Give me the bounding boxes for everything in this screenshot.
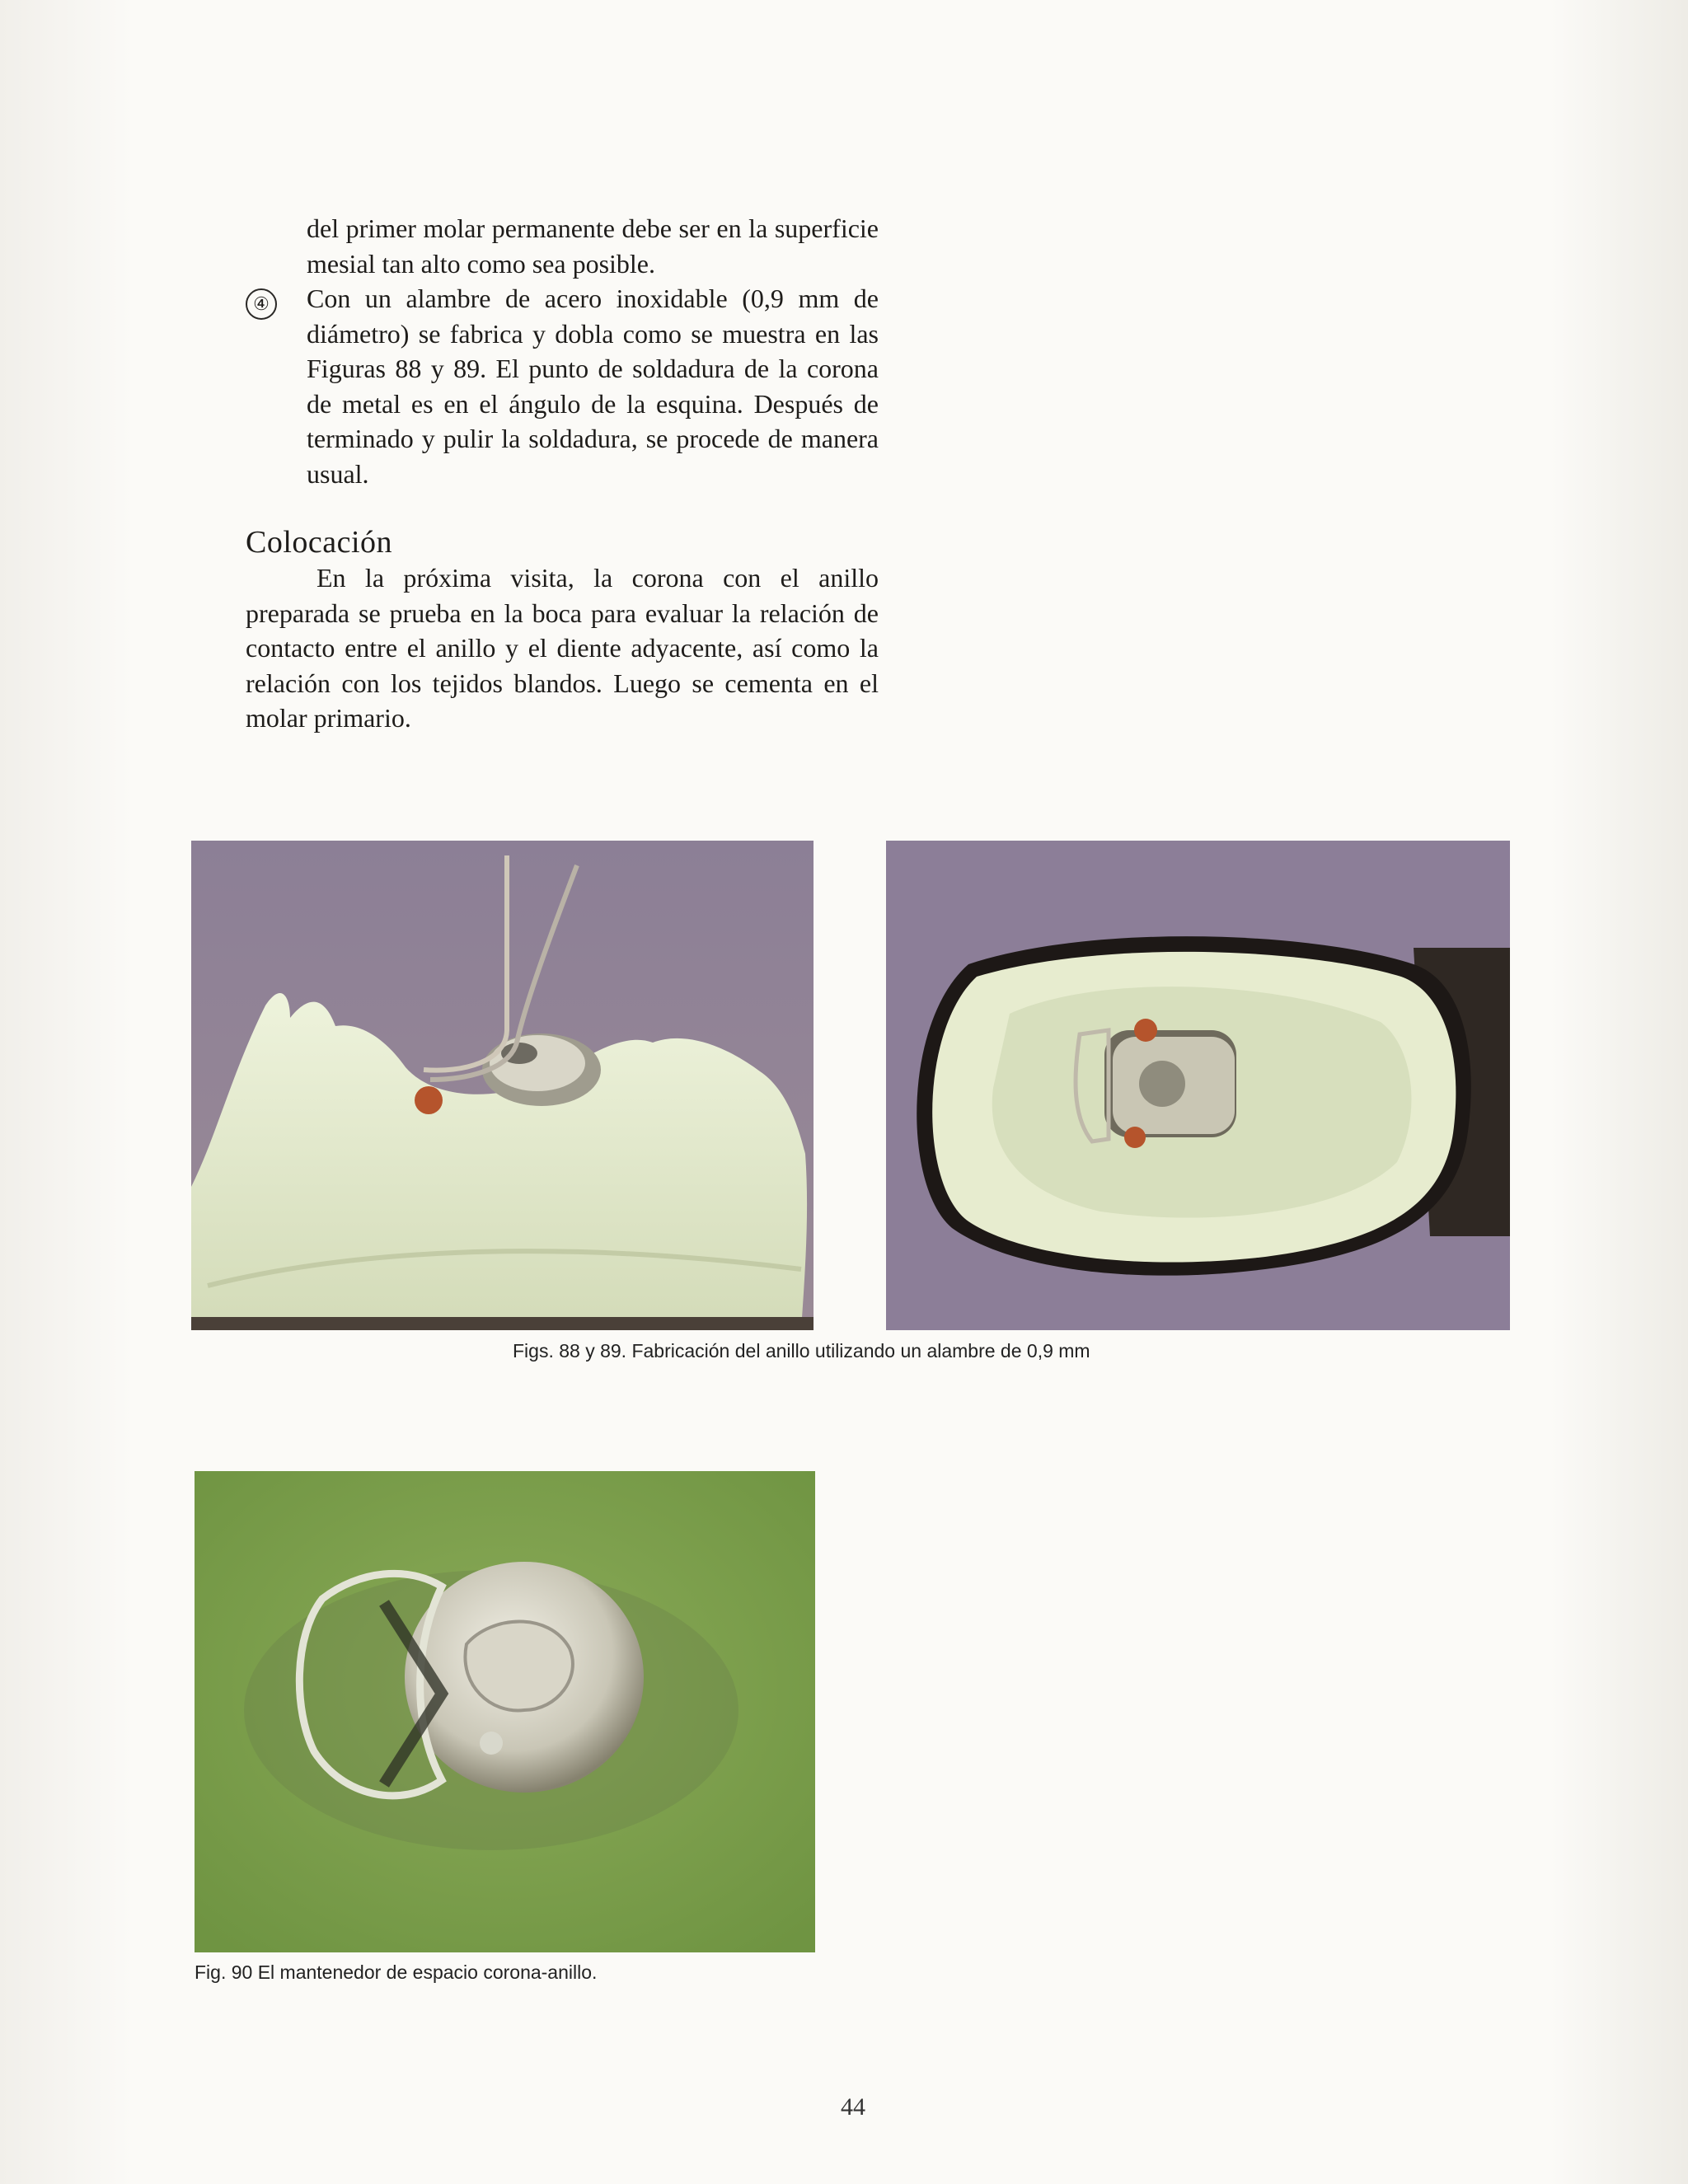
page-number: 44 <box>841 2093 865 2121</box>
section-heading-colocacion: Colocación <box>246 525 393 560</box>
step-4-paragraph: Con un alambre de acero inoxidable (0,9 mm de diámetro) se fabrica y dobla como se muestra en las Figuras 88 y 89. El punto de soldadura de la corona de metal es en el ángulo de la esquina. Después de terminado y pulir la soldadura, se procede de manera usual. <box>307 284 879 489</box>
figure-88-illustration <box>191 841 814 1330</box>
figure-90-photo <box>195 1471 815 1952</box>
continuation-paragraph: del primer molar permanente debe ser en la superficie mesial tan alto como sea posible. <box>307 213 879 279</box>
figure-89-illustration <box>886 841 1510 1330</box>
figure-90-illustration <box>195 1471 815 1952</box>
caption-fig-90: Fig. 90 El mantenedor de espacio corona-anillo. <box>195 1961 598 1983</box>
text-section-steps <box>246 211 879 491</box>
placement-paragraph: En la próxima visita, la corona con el anillo preparada se prueba en la boca para evaluar la relación de contacto entre el anillo y el diente adyacente, así como la relación con los tejidos blandos. Luego se cementa en el molar primario. <box>246 563 879 733</box>
caption-figs-88-89: Figs. 88 y 89. Fabricación del anillo utilizando un alambre de 0,9 mm <box>513 1340 1090 1361</box>
step-4-marker: ④ <box>246 288 277 320</box>
figure-89-photo <box>886 841 1510 1330</box>
figure-88-photo <box>191 841 814 1330</box>
